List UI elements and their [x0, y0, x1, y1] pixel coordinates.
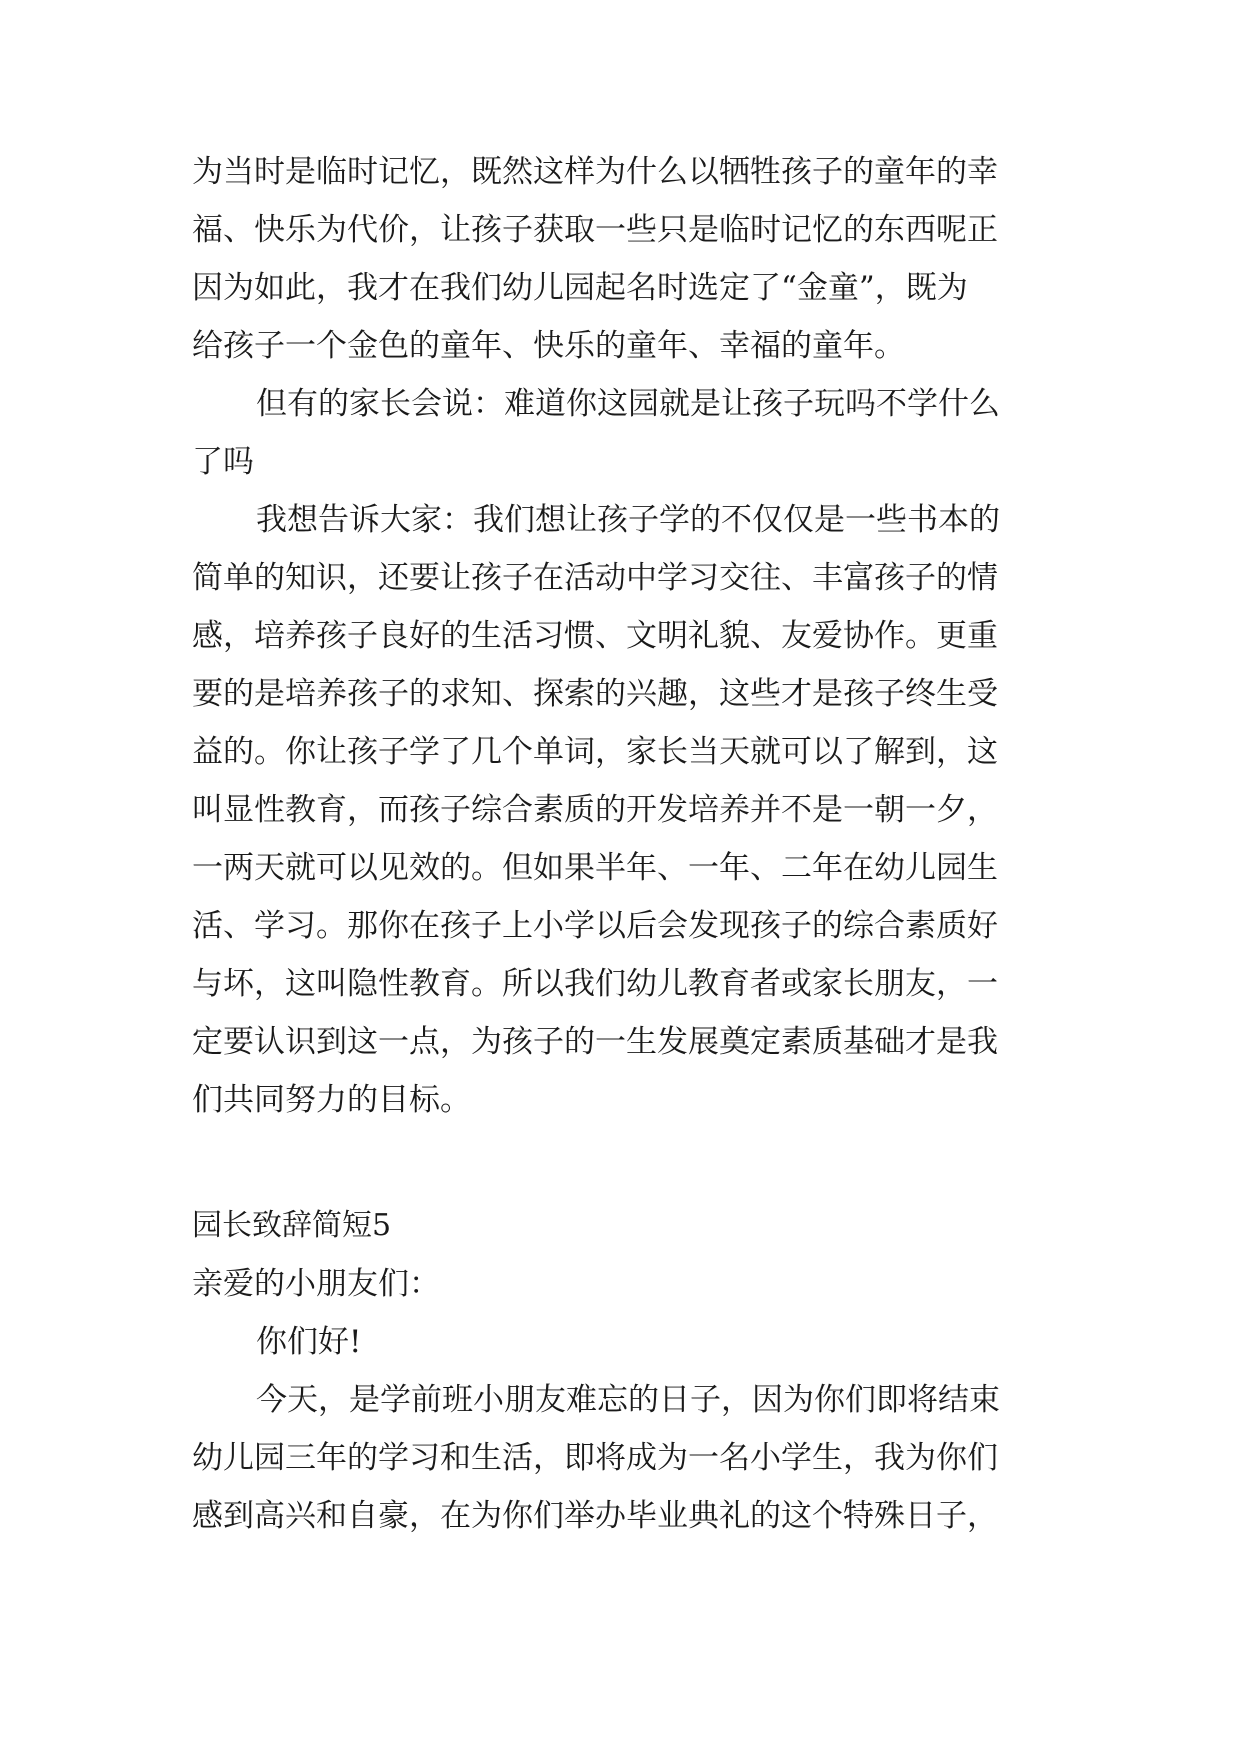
text-line: 一两天就可以见效的。但如果半年、一年、二年在幼儿园生 [192, 850, 998, 886]
text-line: 给孩子一个金色的童年、快乐的童年、幸福的童年。 [192, 328, 905, 364]
text-line: 了吗 [192, 444, 254, 480]
section-title: 园长致辞简短5 [192, 1208, 392, 1243]
text-line: 叫显性教育，而孩子综合素质的开发培养并不是一朝一夕， [192, 792, 998, 828]
salutation: 亲爱的小朋友们： [192, 1266, 440, 1302]
paragraph-first-line: 我想告诉大家：我们想让孩子学的不仅仅是一些书本的 [256, 502, 1000, 538]
text-line: 们共同努力的目标。 [192, 1082, 471, 1118]
paragraph-first-line: 但有的家长会说：难道你这园就是让孩子玩吗不学什么 [256, 386, 1000, 422]
text-line: 为当时是临时记忆，既然这样为什么以牺牲孩子的童年的幸 [192, 154, 998, 190]
greeting: 你们好! [256, 1324, 362, 1360]
text-line: 感到高兴和自豪，在为你们举办毕业典礼的这个特殊日子， [192, 1498, 998, 1534]
text-line: 定要认识到这一点，为孩子的一生发展奠定素质基础才是我 [192, 1024, 998, 1060]
paragraph-first-line: 今天，是学前班小朋友难忘的日子，因为你们即将结束 [256, 1382, 1000, 1418]
text-line: 活、学习。那你在孩子上小学以后会发现孩子的综合素质好 [192, 908, 998, 944]
text-line: 益的。你让孩子学了几个单词，家长当天就可以了解到，这 [192, 734, 998, 770]
text-line: 因为如此，我才在我们幼儿园起名时选定了“金童”，既为 [192, 270, 968, 306]
text-line: 要的是培养孩子的求知、探索的兴趣，这些才是孩子终生受 [192, 676, 998, 712]
text-line: 简单的知识，还要让孩子在活动中学习交往、丰富孩子的情 [192, 560, 998, 596]
text-line: 幼儿园三年的学习和生活，即将成为一名小学生，我为你们 [192, 1440, 998, 1476]
text-line: 与坏，这叫隐性教育。所以我们幼儿教育者或家长朋友，一 [192, 966, 998, 1002]
text-line: 福、快乐为代价，让孩子获取一些只是临时记忆的东西呢正 [192, 212, 998, 248]
text-line: 感，培养孩子良好的生活习惯、文明礼貌、友爱协作。更重 [192, 618, 998, 654]
